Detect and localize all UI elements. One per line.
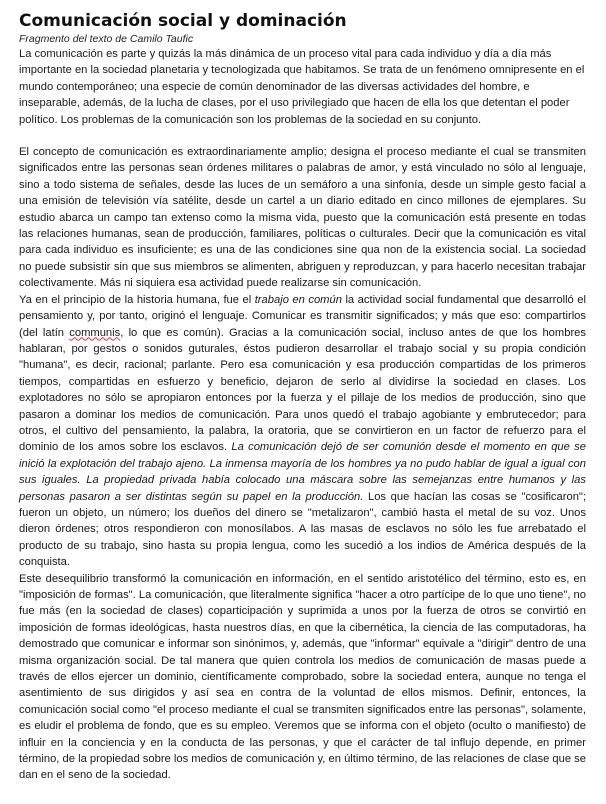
document-subtitle: Fragmento del texto de Camilo Taufic bbox=[19, 33, 194, 45]
paragraph-3-italic-quote: La comunicación dejó de ser comunión desde el momento en que se inició la explotación del trabajo ajeno. La inmensa mayoría de los hombres ya no pudo hablar de igual a igual con sus iguales. La propiedad privada había colocado una máscara sobre las semejanzas entre humanos y las personas pasaron a ser distintas según su papel en la producción. bbox=[19, 441, 586, 503]
paragraph-3-emphasis: trabajo en común bbox=[254, 293, 342, 306]
paragraph-4: Este desequilibrio transformó la comunicación en información, en el sentido aristotélico del término, esto es, en "imposición de formas". La comunicación, que literalmente significa "hacer a otro partícipe de lo que uno tiene", no fue más (en la sociedad de clases) coparticipación y suprimida a unos por la fuerza de otros se convirtió en imposición de formas ideológicas, hasta nuestros días, en que la cibernética, la ciencia de las computadoras, ha demostrado que comunicar e informar son sinónimos, y, además, que "informar" equivale a "dirigir" dentro de una misma organización social. De tal manera que quien controla los medios de comunicación de masas puede a través de ellos ejercer un dominio, científicamente comprobado, sobre la sociedad entera, aunque no tenga el asentimiento de sus dirigidos y así sea en contra de la voluntad de ellos mismos. Definir, entonces, la comunicación social como "el proceso mediante el cual se transmiten significados entre las personas", solamente, es eludir el problema de fondo, que es su empleo. Veremos que se informa con el objeto (oculto o manifiesto) de influir en la conciencia y en la conducta de las personas, y que el carácter de tal influjo depende, en primer término, de la propiedad sobre los medios de comunicación y, en último término, de las relaciones de clase que se dan en el seno de la sociedad. bbox=[19, 572, 586, 782]
paragraph-gap bbox=[19, 128, 586, 144]
paragraph-2: El concepto de comunicación es extraordinariamente amplio; designa el proceso mediante el cual se transmiten significados entre las personas sean órdenes militares o palabras de amor, y está vinculado no sólo al lenguaje, sino a todo sistema de señales, desde las luces de un semáforo a una sinfonía, desde un simple gesto facial a una emisión de televisión vía satélite, desde un cartel a un diario editado en cinco millones de ejemplares. Su estudio abarca un campo tan extenso como la misma vida, puesto que la comunicación está presente en todas las relaciones humanas, sean de producción, familiares, políticas o culturales. Decir que la comunicación es vital para cada individuo es insuficiente; es una de las condiciones sine qua non de la existencia social. La sociedad no puede subsistir sin que sus miembros se alimenten, abriguen y reproduzcan, y para hacerlo necesitan trabajar colectivamente. Más ni siquiera esa actividad puede realizarse sin comunicación. bbox=[19, 146, 586, 290]
paragraph-3-text: Ya en el principio de la historia humana, fue el bbox=[19, 293, 255, 306]
paragraph-3 bbox=[19, 292, 586, 571]
paragraph-3-text: , lo que es común). Gracias a la comunicación social, incluso antes de que los hombres hablaran, por gestos o sonidos guturales, éstos pudieron desarrollar el trabajo social y su propia condición "humana", es decir, racional; parlante. Pero esa comunicación y esa producción compartidas de los primeros tiempos, compartidas en esfuerzo y beneficio, dejaron de serlo al dividirse la sociedad en clases. Los explotadores no sólo se apropiaron entonces por la fuerza y el pillaje de los medios de producción, sino que pasaron a dominar los medios de comunicación. Para unos quedó el trabajo agobiante y embrutecedor; para otros, el cultivo del pensamiento, la palabra, la oratoria, que se convirtieron en un factor de refuerzo para el dominio de los amos sobre los esclavos. bbox=[19, 326, 586, 454]
document-title: Comunicación social y dominación bbox=[19, 11, 347, 31]
paragraph-3-text: Los que hacían las cosas se "cosificaron"; fueron un objeto, un número; los dueños del dinero se "metalizaron", cambió hasta el metal de su voz. Unos dieron órdenes; otros respondieron con monosílabos. A las masas de esclavos no sólo les fue arrebatado el producto de su trabajo, sino hasta su propia lengua, como les sucedió a los indios de América después de la conquista. bbox=[19, 490, 586, 569]
paragraph-1: La comunicación es parte y quizás la más dinámica de un proceso vital para cada individuo y día a día más importante en la sociedad planetaria y tecnologizada que habitamos. Se trata de un fenómeno omnipresente en el mundo contemporáneo; una especie de común denominador de las diversas actividades del hombre, e inseparable, además, de la lucha de clases, por el uso privilegiado que hacen de ella los que detentan el poder político. Los problemas de la comunicación son los problemas de la sociedad en su conjunto. bbox=[19, 48, 585, 126]
paragraph-3-text: la actividad social fundamental que desarrolló el pensamiento y, por tanto, originó el lenguaje. Comunicar es transmitir significados; y más que eso: compartirlos (del latín bbox=[19, 293, 586, 339]
spellcheck-word: communis bbox=[69, 326, 121, 339]
document-page bbox=[19, 10, 586, 784]
